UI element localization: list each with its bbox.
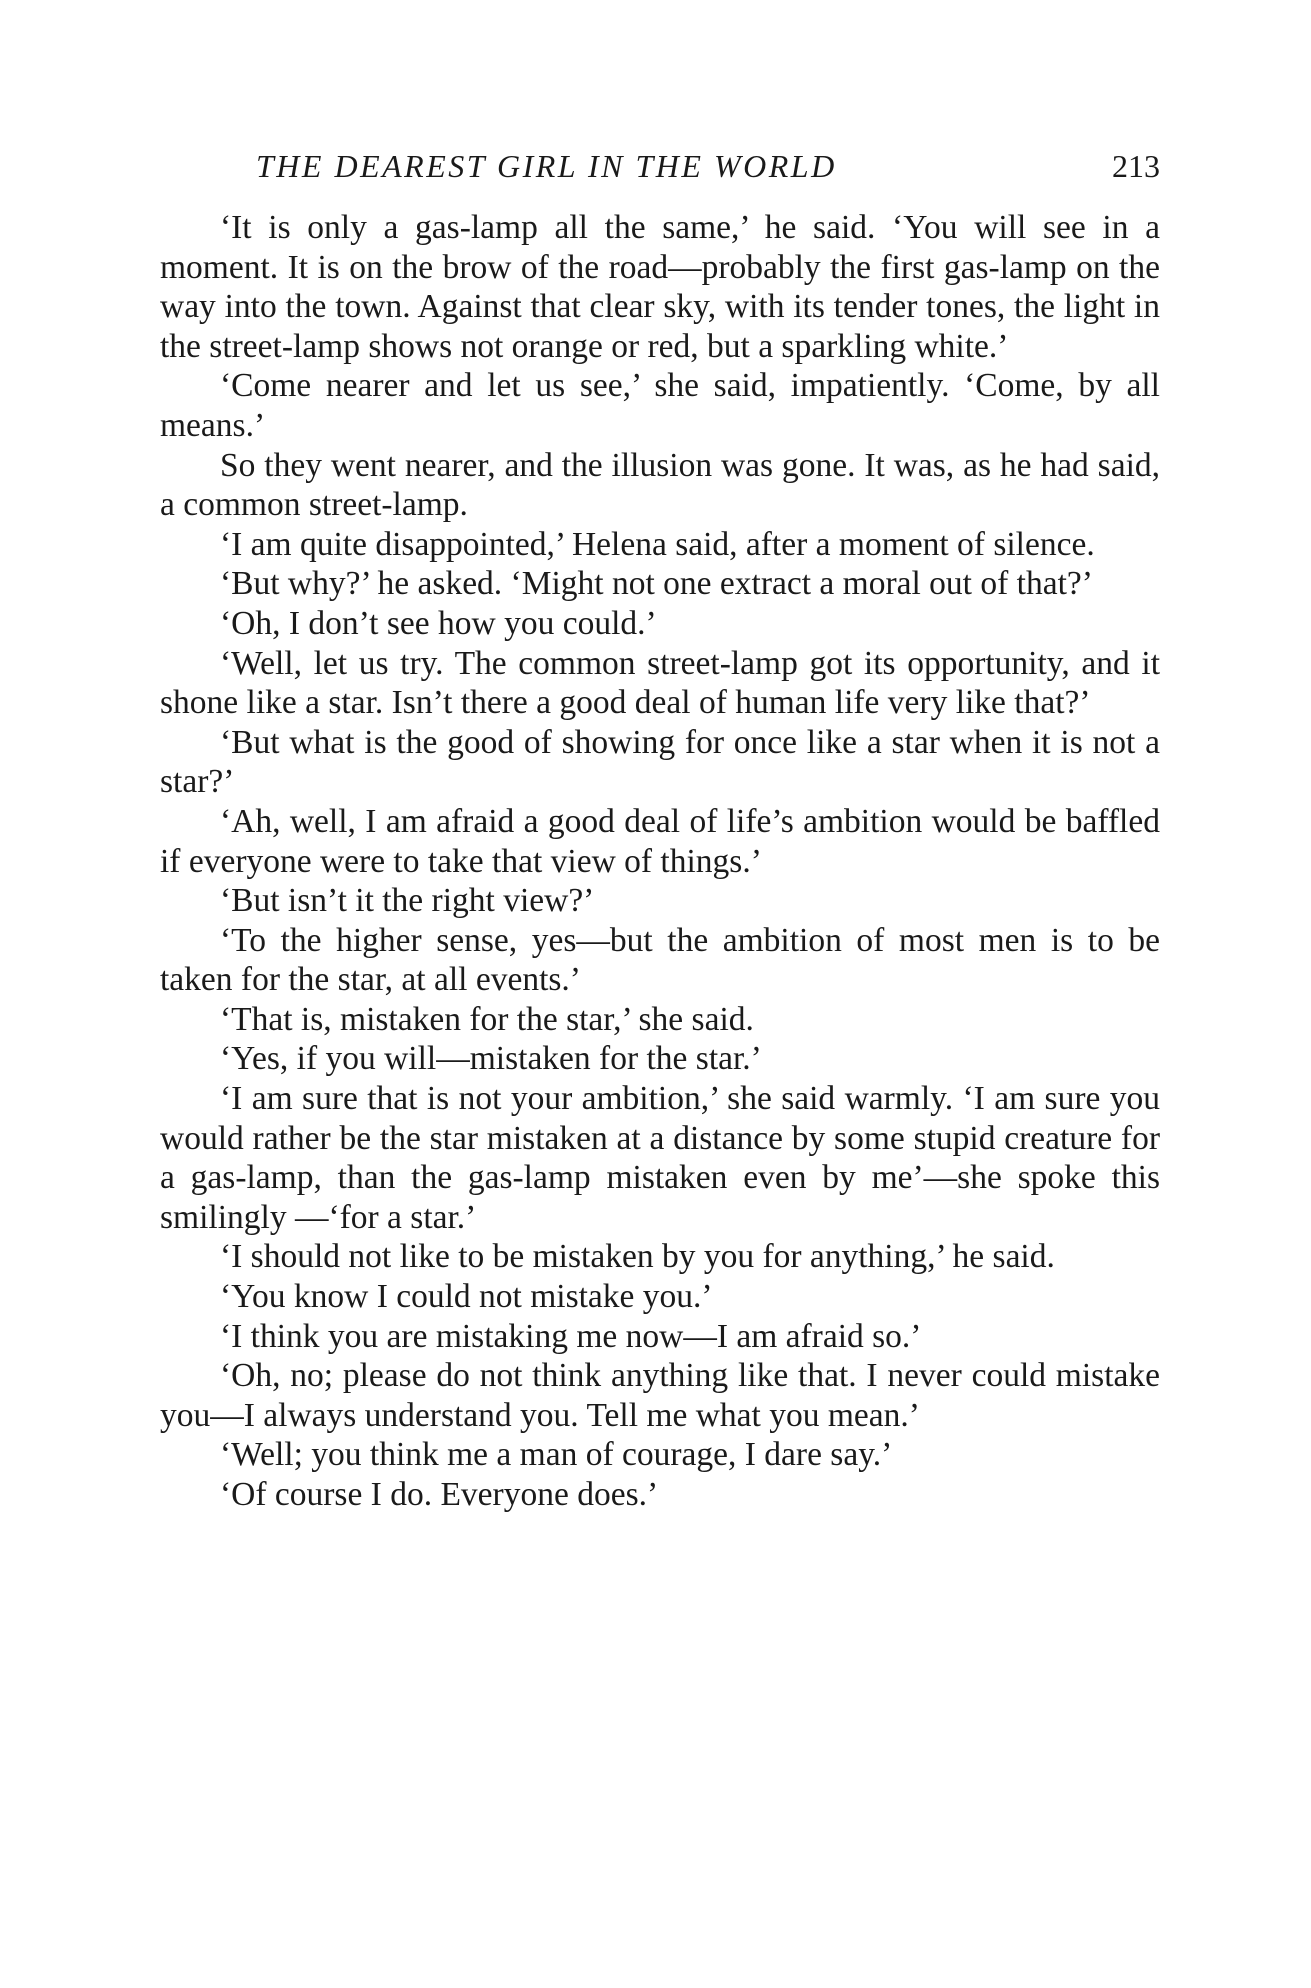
paragraph: ‘But what is the good of showing for once like a star when it is not a star?’ [160, 723, 1160, 801]
paragraph: ‘It is only a gas-lamp all the same,’ he said. ‘You will see in a moment. It is on the brow of the road—probably the first gas-lamp on the way into the town. Against that clear sky, with its tender tones, the light in the street-lamp shows not orange or red, but a sparkling white.’ [160, 209, 1160, 365]
page-body [160, 208, 1160, 1515]
paragraph: ‘Come nearer and let us see,’ she said, impatiently. ‘Come, by all means.’ [160, 367, 1160, 444]
paragraph: ‘But isn’t it the right view?’ [220, 882, 595, 920]
paragraph: ‘I am sure that is not your ambition,’ she said warmly. ‘I am sure you would rather be the star mistaken at a distance by some stupid creature for a gas-lamp, than the gas-lamp mistaken even by me’—she spoke this smilingly —‘for a star.’ [160, 1080, 1160, 1236]
page-number: 213 [1112, 148, 1160, 184]
paragraph: ‘Ah, well, I am afraid a good deal of life’s ambition would be baffled if everyone were to take that view of things.’ [160, 802, 1160, 880]
paragraph: ‘Yes, if you will—mistaken for the star.’ [220, 1040, 762, 1078]
paragraph: ‘To the higher sense, yes—but the ambition of most men is to be taken for the star, at all events.’ [160, 921, 1160, 999]
running-header [160, 146, 1160, 190]
paragraph: ‘I am quite disappointed,’ Helena said, after a moment of silence. [220, 525, 1095, 563]
paragraph: ‘You know I could not mistake you.’ [220, 1278, 713, 1316]
paragraph: ‘Well; you think me a man of courage, I dare say.’ [220, 1436, 893, 1474]
paragraph: ‘That is, mistaken for the star,’ she said. [220, 1000, 754, 1038]
paragraph: ‘Oh, I don’t see how you could.’ [220, 604, 657, 642]
paragraph: ‘Of course I do. Everyone does.’ [220, 1476, 659, 1513]
paragraph: ‘Well, let us try. The common street-lamp got its opportunity, and it shone like a star. Isn’t there a good deal of human life very like that?’ [160, 644, 1160, 722]
paragraph: So they went nearer, and the illusion was gone. It was, as he had said, a common street-lamp. [160, 446, 1160, 524]
paragraph: ‘But why?’ he asked. ‘Might not one extract a moral out of that?’ [220, 565, 1093, 603]
paragraph: ‘Oh, no; please do not think anything like that. I never could mistake you—I always understand you. Tell me what you mean.’ [160, 1357, 1160, 1434]
paragraph: ‘I think you are mistaking me now—I am afraid so.’ [220, 1317, 922, 1355]
paragraph: ‘I should not like to be mistaken by you for anything,’ he said. [220, 1238, 1055, 1276]
running-title: THE DEAREST GIRL IN THE WORLD [256, 148, 837, 184]
